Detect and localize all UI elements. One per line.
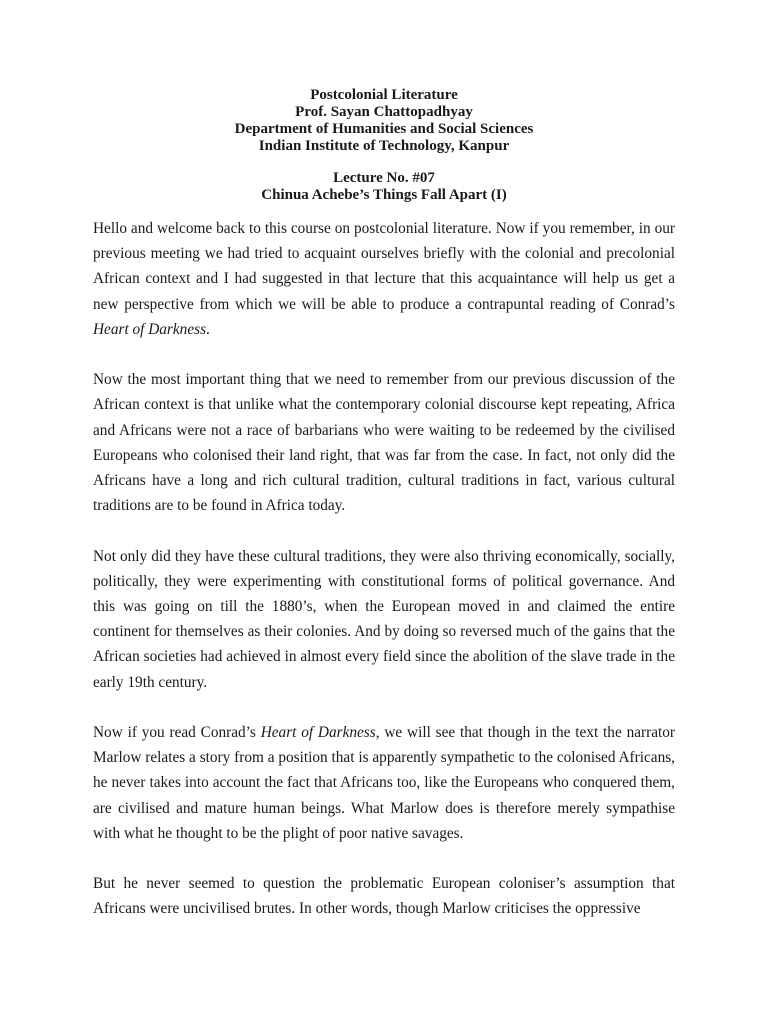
institute-name: Indian Institute of Technology, Kanpur — [258, 138, 510, 154]
paragraph-5: But he never seemed to question the problematic European coloniser’s assumption that Africans were uncivilised brutes. In other words, though Marlow criticises the oppressive — [93, 875, 675, 918]
document-body — [93, 216, 675, 947]
department-name: Department of Humanities and Social Sciences — [234, 121, 534, 137]
paragraph-1: Hello and welcome back to this course on postcolonial literature. Now if you remember, in our previous meeting we had tried to acquaint ourselves briefly with the colonial and precolonial African context and I had suggested in that lecture that this acquaintance will help us get a new perspective from which we will be able to produce a contrapuntal reading of Conrad’s Heart of Darkness. — [93, 220, 675, 338]
paragraph-2: Now the most important thing that we need to remember from our previous discussion of the African context is that unlike what the contemporary colonial discourse kept repeating, Africa and Africans were not a race of barbarians who were waiting to be redeemed by the civilised Europeans who colonised their land right, that was far from the case. In fact, not only did the Africans have a long and rich cultural tradition, cultural traditions in fact, various cultural traditions are to be found in Africa today. — [93, 371, 675, 515]
paragraph-4: Now if you read Conrad’s Heart of Darkness, we will see that though in the text the narrator Marlow relates a story from a position that is apparently sympathetic to the colonised Africans, he never takes into account the fact that Africans too, like the Europeans who conquered them, are civilised and mature human beings. What Marlow does is therefore merely sympathise with what he thought to be the plight of poor native savages. — [93, 724, 675, 842]
course-title: Postcolonial Literature — [310, 87, 458, 103]
professor-name: Prof. Sayan Chattopadhyay — [295, 104, 473, 120]
lecture-title: Chinua Achebe’s Things Fall Apart (I) — [261, 187, 507, 203]
book-title-italic: Heart of Darkness — [93, 320, 207, 338]
document-header — [0, 87, 768, 204]
paragraph-3: Not only did they have these cultural traditions, they were also thriving economically, socially, politically, they were experimenting with constitutional forms of political governance. And this was going on till the 1880’s, when the European moved in and claimed the entire continent for themselves as their colonies. And by doing so reversed much of the gains that the African societies had achieved in almost every field since the abolition of the slave trade in the early 19th century. — [93, 547, 675, 691]
lecture-number: Lecture No. #07 — [333, 170, 435, 186]
book-title-italic: Heart of Darkness — [260, 724, 376, 742]
